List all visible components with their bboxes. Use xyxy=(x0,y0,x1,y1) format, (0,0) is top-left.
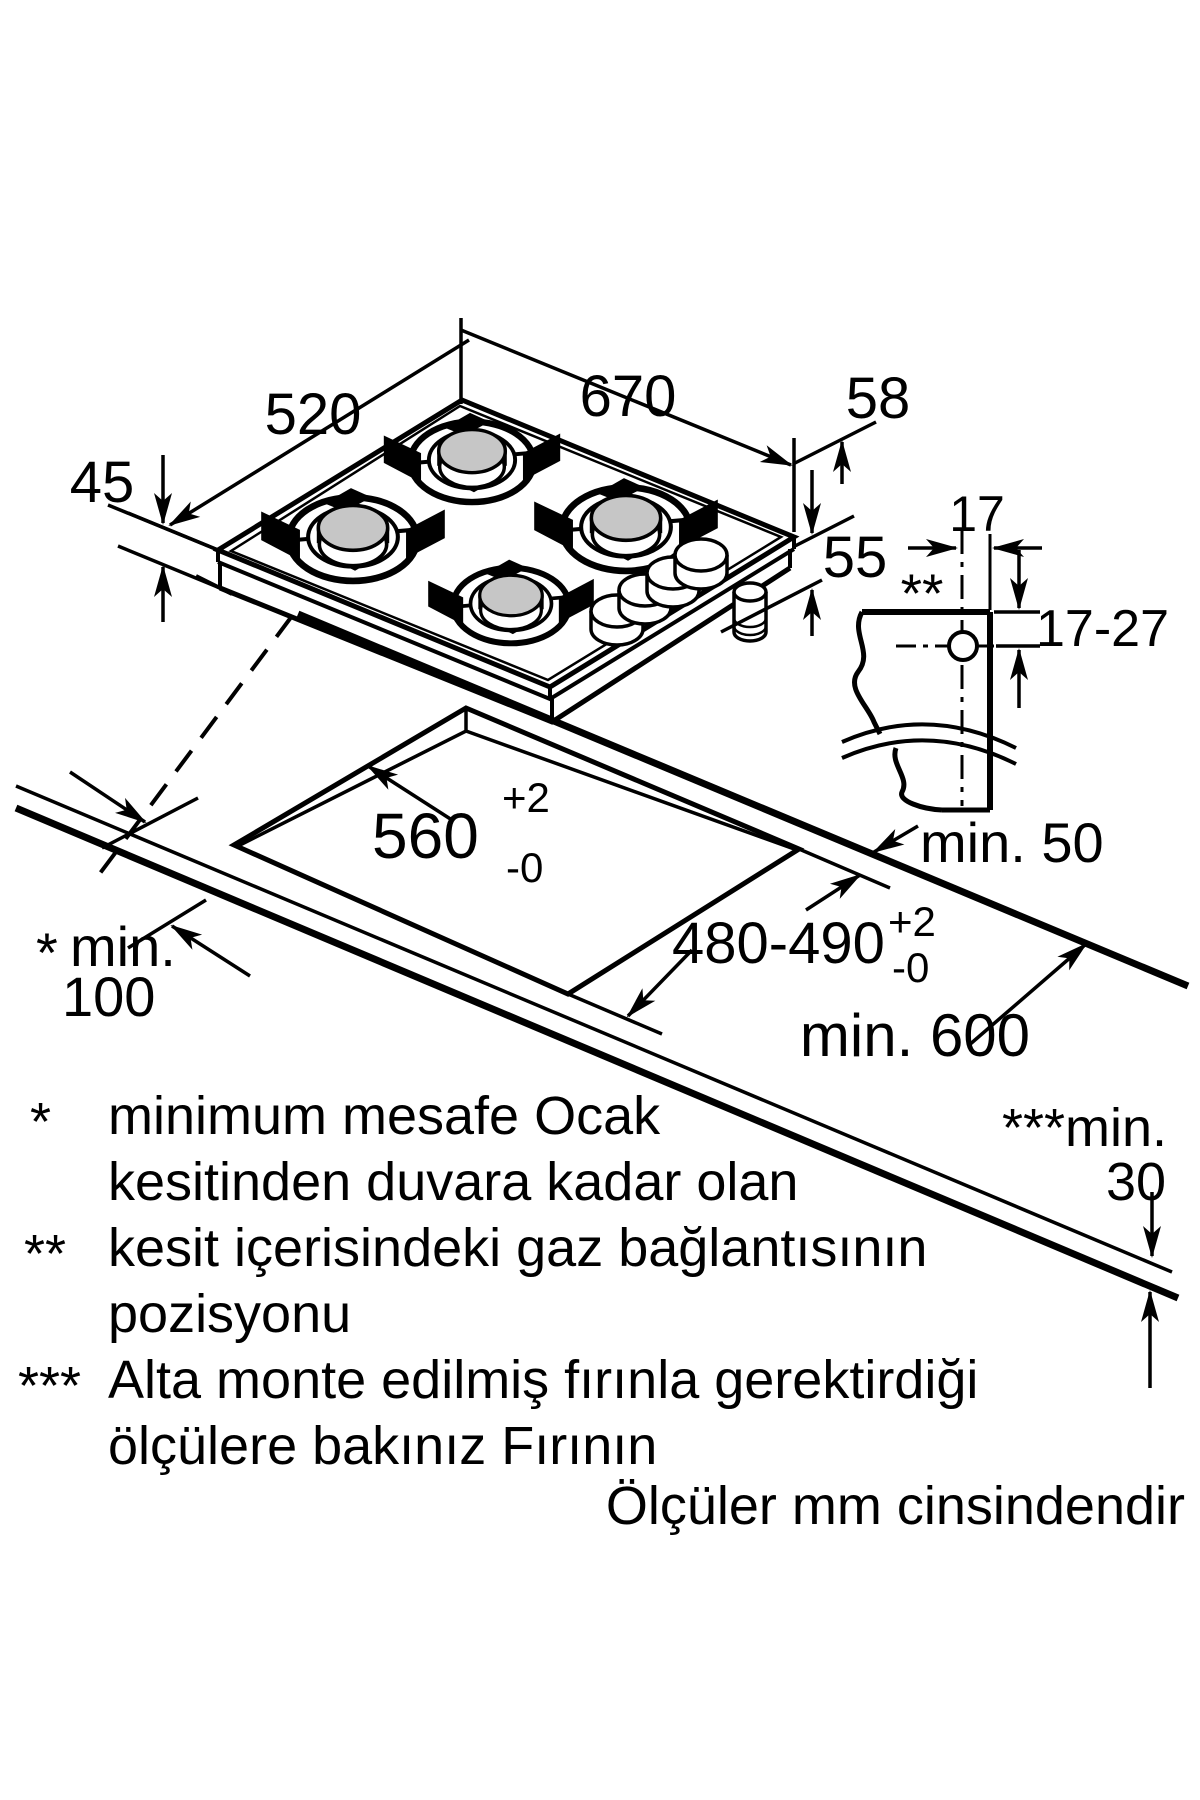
gas-position-marker: ** xyxy=(900,562,944,624)
cutout-depth-tol-plus: +2 xyxy=(888,898,936,945)
cutout-width-label: 560 xyxy=(372,800,479,872)
burner xyxy=(261,488,445,581)
dim-58-label: 58 xyxy=(845,366,911,431)
dim-17-27-label: 17-27 xyxy=(1036,600,1169,658)
cutout-width-tol-minus: -0 xyxy=(506,844,544,891)
cutout-depth-tol-minus: -0 xyxy=(892,944,930,991)
dim-520-label: 520 xyxy=(264,382,362,447)
units-note: Ölçüler mm cinsindendir xyxy=(605,1476,1185,1536)
footnote-marker: *** xyxy=(18,1356,82,1416)
control-knob xyxy=(675,539,727,589)
footnote-marker: ** xyxy=(24,1224,67,1284)
alignment-dashed-line xyxy=(98,616,292,876)
footnote-line: kesitinden duvara kadar olan xyxy=(108,1152,799,1212)
min30-value: 30 xyxy=(1106,1152,1167,1212)
cutout-depth-label: 480-490 xyxy=(672,911,885,976)
dim-45-label: 45 xyxy=(69,450,135,515)
footnote-line: kesit içerisindeki gaz bağlantısının xyxy=(108,1218,928,1278)
footnote-marker: * xyxy=(30,1092,52,1152)
min100-value: 100 xyxy=(62,965,156,1028)
dim-17-label: 17 xyxy=(949,486,1005,542)
dim-55-label: 55 xyxy=(822,525,888,590)
footnote-line: pozisyonu xyxy=(108,1284,352,1344)
burner xyxy=(384,413,560,502)
dim-min600-label: min. 600 xyxy=(799,1002,1031,1069)
footnote-line: minimum mesafe Ocak xyxy=(108,1086,661,1146)
hob-drawing xyxy=(196,400,794,722)
min100-label: min. xyxy=(70,915,176,978)
dim-670-label: 670 xyxy=(579,364,677,429)
min100-star: * xyxy=(36,921,58,984)
footnote-line: ölçülere bakınız Fırının xyxy=(108,1416,658,1476)
gas-connection-hole xyxy=(949,632,977,660)
dim-min50-label: min. 50 xyxy=(920,811,1104,874)
cutout-width-tol-plus: +2 xyxy=(502,774,550,821)
footnote-line: Alta monte edilmiş fırınla gerektirdiği xyxy=(108,1350,979,1410)
min30-label: ***min. xyxy=(1002,1098,1168,1158)
dim-min50-arrow xyxy=(874,826,918,852)
burner xyxy=(428,560,594,644)
